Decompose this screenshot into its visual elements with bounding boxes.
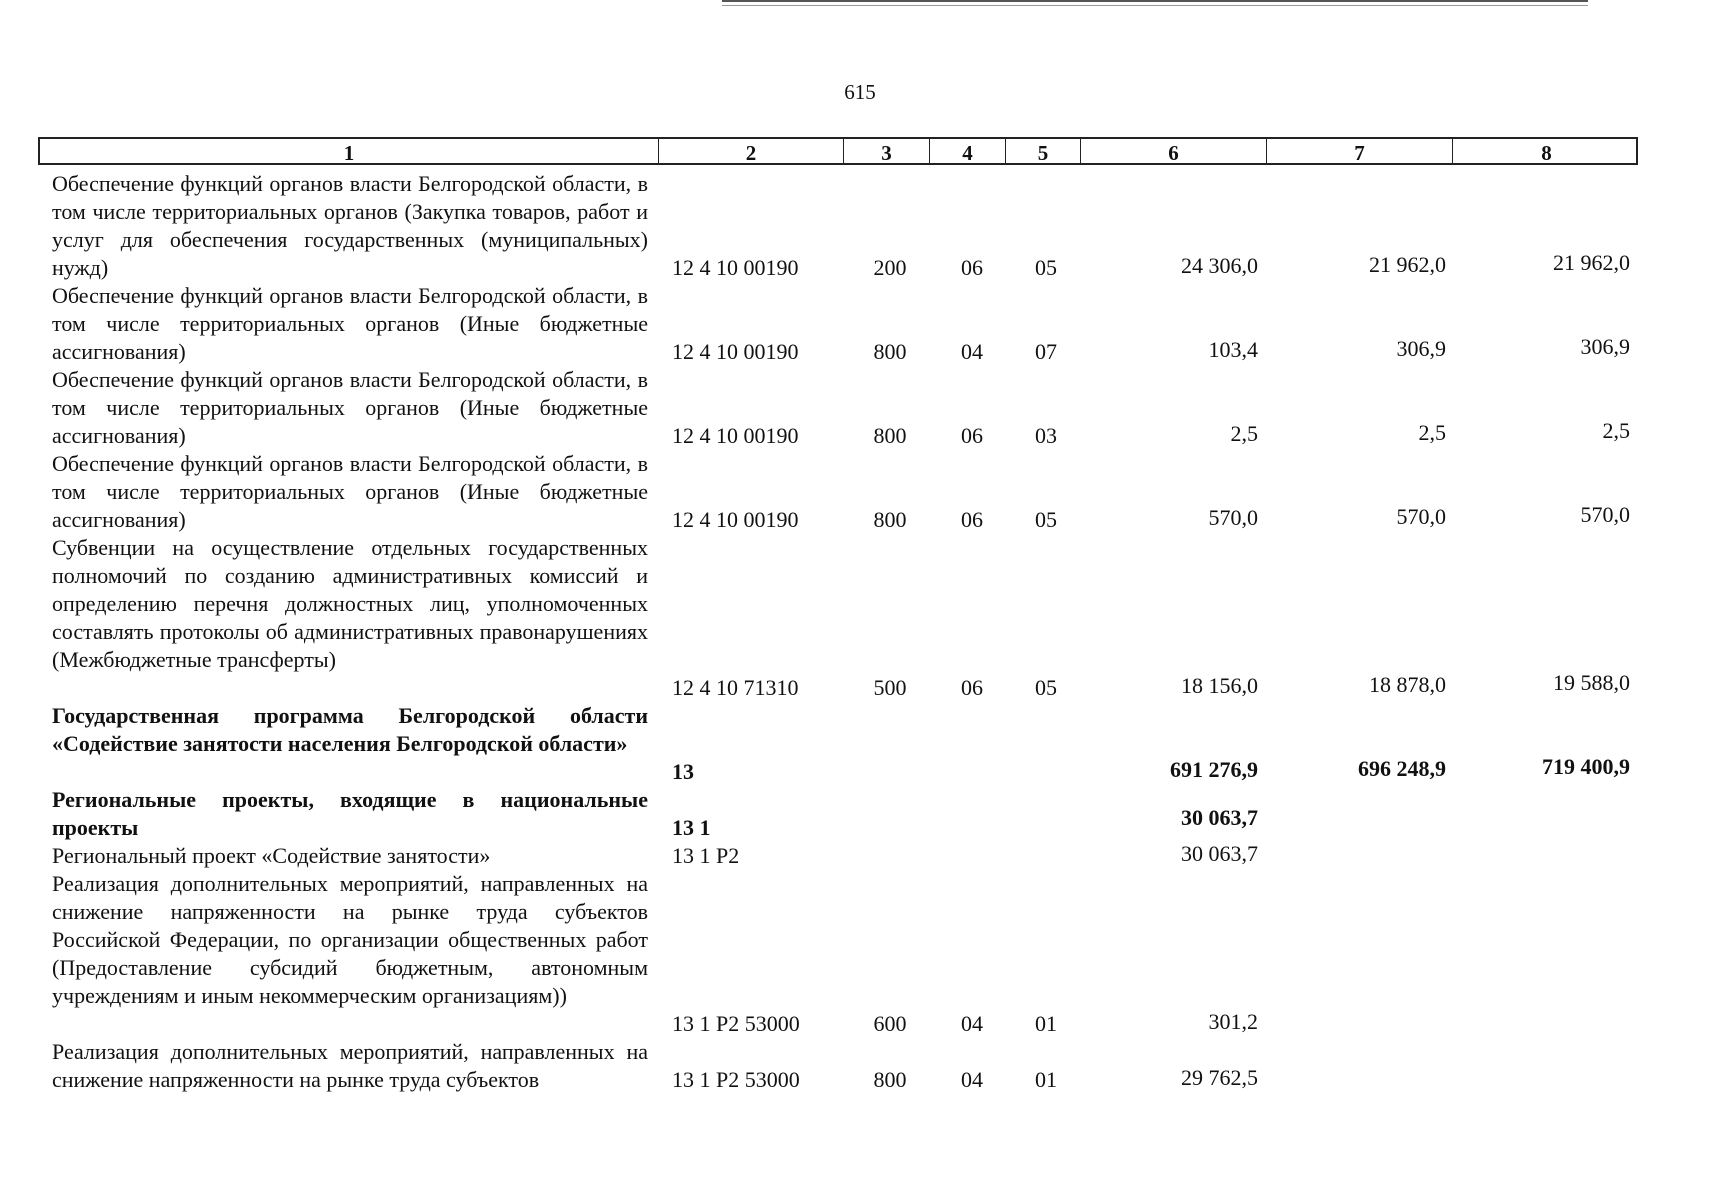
row-vr: 600 bbox=[873, 1011, 907, 1036]
row-description: Региональные проекты, входящие в национальные проекты bbox=[52, 787, 648, 840]
row-description: Региональный проект «Содействие занятости» bbox=[52, 843, 491, 868]
row-vr: 800 bbox=[873, 1067, 907, 1092]
row-rz: 06 bbox=[961, 675, 983, 700]
row-value-8: 19 588,0 bbox=[1553, 670, 1630, 695]
header-col-7: 7 bbox=[1267, 139, 1453, 165]
row-description: Обеспечение функций органов власти Белгородской области, в том числе территориальных органов (Иные бюджетные ассигнования) bbox=[52, 283, 648, 364]
row-rz: 04 bbox=[961, 339, 983, 364]
table-row bbox=[0, 1038, 1710, 1094]
header-col-6: 6 bbox=[1081, 139, 1267, 165]
row-pr: 01 bbox=[1035, 1011, 1057, 1036]
table-body bbox=[0, 170, 1710, 1094]
row-value-6: 18 156,0 bbox=[1181, 673, 1258, 698]
row-vr: 800 bbox=[873, 423, 907, 448]
row-value-8: 21 962,0 bbox=[1553, 250, 1630, 275]
header-col-1: 1 bbox=[40, 139, 659, 165]
row-code: 13 bbox=[672, 759, 694, 784]
row-rz: 06 bbox=[961, 507, 983, 532]
row-value-7: 21 962,0 bbox=[1369, 252, 1446, 277]
table-row bbox=[0, 366, 1710, 450]
row-value-8: 719 400,9 bbox=[1542, 754, 1630, 779]
row-value-8: 2,5 bbox=[1602, 418, 1630, 443]
row-value-7: 696 248,9 bbox=[1358, 756, 1446, 781]
row-description: Обеспечение функций органов власти Белгородской области, в том числе территориальных органов (Иные бюджетные ассигнования) bbox=[52, 451, 648, 532]
header-col-4: 4 bbox=[930, 139, 1006, 165]
table-row bbox=[0, 702, 1710, 786]
row-description: Реализация дополнительных мероприятий, направленных на снижение напряженности на рынке труда субъектов Российской Федерации, по организации общественных работ (Предоставление субсидий бюджетным, автономным учреждениям и иным некоммерческим организациям)) bbox=[52, 871, 648, 1008]
row-description: Реализация дополнительных мероприятий, направленных на снижение напряженности на рынке труда субъектов bbox=[52, 1039, 648, 1092]
row-code: 12 4 10 00190 bbox=[672, 507, 799, 532]
row-value-6: 30 063,7 bbox=[1181, 841, 1258, 866]
top-rule bbox=[722, 0, 1588, 2]
row-pr: 05 bbox=[1035, 675, 1057, 700]
row-value-7: 18 878,0 bbox=[1369, 672, 1446, 697]
row-rz: 04 bbox=[961, 1011, 983, 1036]
row-code: 12 4 10 00190 bbox=[672, 255, 799, 280]
row-value-6: 570,0 bbox=[1208, 505, 1258, 530]
row-description: Субвенции на осуществление отдельных государственных полномочий по созданию административных комиссий и определению перечня должностных лиц, уполномоченных составлять протоколы об административных правонарушениях (Межбюджетные трансферты) bbox=[52, 535, 648, 672]
row-rz: 04 bbox=[961, 1067, 983, 1092]
row-pr: 05 bbox=[1035, 255, 1057, 280]
row-vr: 200 bbox=[873, 255, 907, 280]
row-code: 13 1 P2 53000 bbox=[672, 1067, 800, 1092]
header-col-8: 8 bbox=[1541, 141, 1552, 165]
row-value-8: 570,0 bbox=[1580, 502, 1630, 527]
table-header-row bbox=[38, 137, 1638, 165]
row-pr: 07 bbox=[1035, 339, 1057, 364]
row-vr: 800 bbox=[873, 339, 907, 364]
row-value-6: 24 306,0 bbox=[1181, 253, 1258, 278]
row-value-6: 301,2 bbox=[1208, 1009, 1258, 1034]
row-code: 13 1 P2 53000 bbox=[672, 1011, 800, 1036]
row-description: Обеспечение функций органов власти Белгородской области, в том числе территориальных органов (Закупка товаров, работ и услуг для обеспечения государственных (муниципальных) нужд) bbox=[52, 171, 648, 280]
table-row bbox=[0, 786, 1710, 842]
row-code: 12 4 10 00190 bbox=[672, 423, 799, 448]
row-value-6: 691 276,9 bbox=[1170, 757, 1258, 782]
table-row bbox=[0, 282, 1710, 366]
table-row bbox=[0, 534, 1710, 702]
page-number: 615 bbox=[844, 80, 876, 104]
top-rule-secondary bbox=[722, 5, 1588, 6]
row-value-7: 306,9 bbox=[1396, 336, 1446, 361]
row-value-7: 570,0 bbox=[1396, 504, 1446, 529]
row-value-8: 306,9 bbox=[1580, 334, 1630, 359]
row-rz: 06 bbox=[961, 423, 983, 448]
row-value-6: 103,4 bbox=[1208, 337, 1258, 362]
row-pr: 01 bbox=[1035, 1067, 1057, 1092]
row-code: 13 1 bbox=[672, 815, 711, 840]
row-code: 12 4 10 00190 bbox=[672, 339, 799, 364]
row-pr: 05 bbox=[1035, 507, 1057, 532]
row-value-6: 29 762,5 bbox=[1181, 1065, 1258, 1090]
row-description: Государственная программа Белгородской области «Содействие занятости населения Белгородской области» bbox=[52, 703, 648, 756]
header-col-5: 5 bbox=[1006, 139, 1081, 165]
row-code: 13 1 P2 bbox=[672, 843, 740, 868]
table-row bbox=[0, 842, 1710, 870]
table-row bbox=[0, 170, 1710, 282]
row-value-6: 30 063,7 bbox=[1181, 805, 1258, 830]
row-vr: 500 bbox=[873, 675, 907, 700]
header-col-3: 3 bbox=[844, 139, 930, 165]
header-col-2: 2 bbox=[659, 139, 844, 165]
row-rz: 06 bbox=[961, 255, 983, 280]
row-value-7: 2,5 bbox=[1418, 420, 1446, 445]
table-row bbox=[0, 450, 1710, 534]
row-vr: 800 bbox=[873, 507, 907, 532]
row-description: Обеспечение функций органов власти Белгородской области, в том числе территориальных органов (Иные бюджетные ассигнования) bbox=[52, 367, 648, 448]
row-code: 12 4 10 71310 bbox=[672, 675, 799, 700]
row-value-6: 2,5 bbox=[1230, 421, 1258, 446]
row-pr: 03 bbox=[1035, 423, 1057, 448]
table-row bbox=[0, 870, 1710, 1038]
